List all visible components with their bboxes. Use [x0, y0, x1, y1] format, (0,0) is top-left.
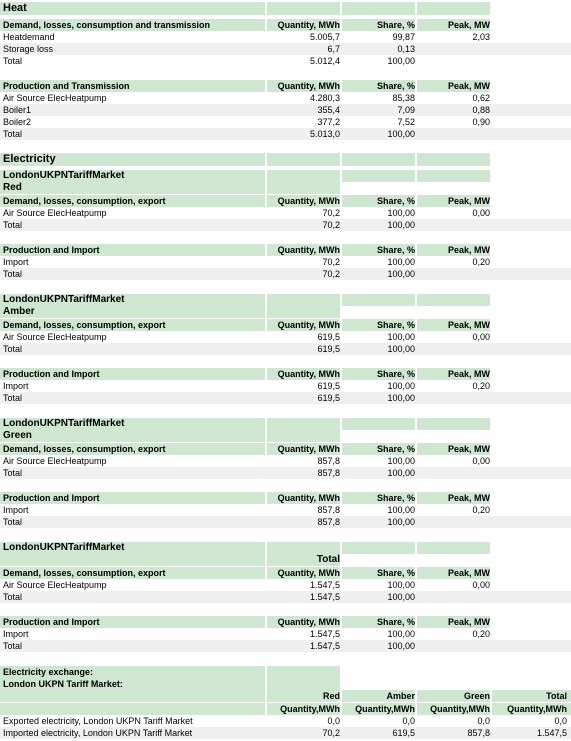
cell-fill	[417, 542, 490, 554]
share-value: 100,00	[387, 641, 415, 651]
column-header: Share, %	[376, 617, 415, 627]
cell-fill	[342, 294, 415, 306]
cell-fill	[342, 153, 415, 166]
column-header: Quantity, MWh	[277, 196, 340, 206]
row-label: Total	[3, 129, 23, 139]
row-label: Total	[3, 269, 23, 279]
column-header: Quantity, MWh	[277, 617, 340, 627]
share-value: 99,87	[392, 32, 415, 42]
column-header: Demand, losses, consumption, export	[3, 568, 166, 578]
column-header: Quantity,MWh	[430, 704, 490, 714]
quantity-value: 0,0	[327, 716, 340, 726]
share-value: 100,00	[387, 580, 415, 590]
column-header: Quantity,MWh	[280, 704, 340, 714]
heat-production-header	[0, 80, 571, 92]
column-header: Share, %	[376, 369, 415, 379]
cell-fill	[267, 2, 340, 15]
section-title: Electricity	[3, 153, 56, 165]
cell-fill	[267, 678, 340, 690]
demand-header	[0, 443, 571, 455]
band-header: Green	[463, 691, 490, 701]
production-header	[0, 244, 571, 256]
peak-value	[417, 128, 490, 140]
share-value: 100,00	[387, 332, 415, 342]
peak-value: 2,03	[472, 32, 490, 42]
column-header: Production and Import	[3, 493, 100, 503]
table-row	[0, 343, 571, 355]
band-label	[0, 182, 571, 194]
market-name: LondonUKPNTariffMarket	[3, 170, 125, 181]
cell-fill	[267, 306, 340, 318]
share-value: 100,00	[387, 56, 415, 66]
quantity-value: 619,5	[317, 393, 340, 403]
market-label	[0, 542, 571, 554]
column-header: Quantity, MWh	[277, 369, 340, 379]
column-header: Demand, losses, consumption and transmission	[3, 20, 211, 30]
quantity-value: 857,8	[317, 468, 340, 478]
cell-fill	[267, 666, 340, 678]
share-value: 100,00	[387, 344, 415, 354]
peak-value: 0,20	[472, 629, 490, 639]
cell-fill	[417, 294, 490, 306]
share-value: 100,00	[387, 393, 415, 403]
market-label	[0, 418, 571, 430]
row-label: Air Source ElecHeatpump	[3, 580, 107, 590]
table-row	[0, 380, 571, 392]
column-header: Share, %	[376, 320, 415, 330]
column-header: Peak, MW	[447, 320, 490, 330]
cell-fill	[342, 418, 415, 430]
cell-fill	[417, 2, 490, 15]
tariff-band: Green	[3, 430, 32, 441]
quantity-value: 619,5	[392, 728, 415, 738]
table-row	[0, 92, 571, 104]
share-value: 100,00	[387, 468, 415, 478]
row-label: Storage loss	[3, 44, 54, 54]
row-label: Total	[3, 344, 23, 354]
peak-value	[417, 268, 490, 280]
tariff-band: Total	[316, 554, 340, 565]
column-header: Quantity, MWh	[277, 81, 340, 91]
quantity-value: 70,2	[322, 257, 340, 267]
share-value: 7,09	[397, 105, 415, 115]
cell-fill	[342, 170, 415, 182]
peak-value	[417, 343, 490, 355]
column-header: Quantity, MWh	[277, 444, 340, 454]
share-value: 100,00	[387, 220, 415, 230]
band-label	[0, 430, 571, 442]
cell-fill	[267, 182, 340, 194]
quantity-value: 0,0	[402, 716, 415, 726]
quantity-value: 0,0	[554, 716, 567, 726]
band-label	[0, 554, 571, 566]
column-header: Peak, MW	[447, 617, 490, 627]
cell-fill	[0, 554, 265, 566]
market-name: LondonUKPNTariffMarket	[3, 294, 125, 305]
quantity-value: 857,8	[317, 517, 340, 527]
quantity-value: 1.547,5	[309, 641, 340, 651]
section-title: Heat	[3, 2, 27, 14]
peak-value	[417, 640, 490, 652]
demand-header	[0, 195, 571, 207]
column-header: Peak, MW	[447, 369, 490, 379]
cell-fill	[0, 690, 265, 702]
table-row	[0, 455, 571, 467]
peak-value: 0,20	[472, 505, 490, 515]
share-value: 100,00	[387, 208, 415, 218]
cell-fill	[342, 542, 415, 554]
cell-fill	[267, 430, 340, 442]
quantity-value: 70,2	[322, 208, 340, 218]
exchange-row	[0, 727, 571, 739]
column-header: Share, %	[376, 444, 415, 454]
band-header: Red	[322, 691, 340, 701]
table-row	[0, 55, 571, 67]
cell-fill	[417, 170, 490, 182]
row-label: Total	[3, 468, 23, 478]
row-label: Import	[3, 505, 29, 515]
electricity-title	[0, 153, 571, 166]
production-header	[0, 616, 571, 628]
table-row	[0, 268, 571, 280]
quantity-value: 70,2	[322, 220, 340, 230]
row-label: Heatdemand	[3, 32, 55, 42]
column-header: Quantity, MWh	[277, 20, 340, 30]
row-label: Boiler2	[3, 117, 32, 127]
table-row	[0, 116, 571, 128]
share-value: 100,00	[387, 456, 415, 466]
quantity-value: 70,2	[322, 269, 340, 279]
quantity-value: 70,2	[322, 728, 340, 738]
table-row	[0, 331, 571, 343]
cell-fill	[267, 153, 340, 166]
heat-demand-header	[0, 19, 571, 31]
row-label: Exported electricity, London UKPN Tariff Market	[3, 716, 193, 726]
quantity-value: 1.547,5	[536, 728, 567, 738]
row-label: Air Source ElecHeatpump	[3, 208, 107, 218]
quantity-value: 0,0	[477, 716, 490, 726]
table-row	[0, 104, 571, 116]
quantity-value: 619,5	[317, 344, 340, 354]
column-header: Quantity, MWh	[277, 245, 340, 255]
table-row	[0, 640, 571, 652]
tariff-band: Red	[3, 182, 22, 193]
share-value: 100,00	[387, 505, 415, 515]
table-row	[0, 579, 571, 591]
share-value: 100,00	[387, 517, 415, 527]
column-header: Share, %	[376, 245, 415, 255]
column-header: Production and Import	[3, 245, 100, 255]
row-label: Total	[3, 641, 23, 651]
quantity-value: 6,7	[327, 44, 340, 54]
row-label: Air Source ElecHeatpump	[3, 332, 107, 342]
row-label: Total	[3, 517, 23, 527]
peak-value: 0,20	[472, 381, 490, 391]
quantity-value: 1.547,5	[309, 592, 340, 602]
table-row	[0, 504, 571, 516]
share-value: 100,00	[387, 592, 415, 602]
exchange-qty-header	[0, 703, 571, 715]
column-header: Demand, losses, consumption, export	[3, 444, 166, 454]
table-row	[0, 207, 571, 219]
market-name: LondonUKPNTariffMarket	[3, 542, 125, 553]
row-label: Total	[3, 592, 23, 602]
row-label: Import	[3, 257, 29, 267]
exchange-title: Electricity exchange:	[3, 667, 94, 677]
column-header: Production and Transmission	[3, 81, 130, 91]
cell-fill	[267, 170, 340, 182]
share-value: 100,00	[387, 381, 415, 391]
quantity-value: 857,8	[317, 505, 340, 515]
table-row	[0, 43, 571, 55]
table-row	[0, 128, 571, 140]
production-header	[0, 492, 571, 504]
row-label: Total	[3, 56, 23, 66]
column-header: Peak, MW	[447, 245, 490, 255]
share-value: 100,00	[387, 257, 415, 267]
quantity-value: 619,5	[317, 332, 340, 342]
quantity-value: 4.280,3	[309, 93, 340, 103]
heat-title	[0, 2, 571, 15]
quantity-value: 355,4	[317, 105, 340, 115]
peak-value	[417, 219, 490, 231]
row-label: Total	[3, 220, 23, 230]
column-header: Share, %	[376, 196, 415, 206]
band-label	[0, 306, 571, 318]
column-header: Quantity,MWh	[355, 704, 415, 714]
table-row	[0, 219, 571, 231]
peak-value: 0,20	[472, 257, 490, 267]
quantity-value: 1.547,5	[309, 580, 340, 590]
column-header: Demand, losses, consumption, export	[3, 196, 166, 206]
tariff-band: Amber	[3, 306, 35, 317]
share-value: 100,00	[387, 269, 415, 279]
cell-fill	[267, 418, 340, 430]
peak-value	[417, 43, 490, 55]
exchange-row	[0, 715, 571, 727]
column-header: Quantity, MWh	[277, 568, 340, 578]
quantity-value: 5.005,7	[309, 32, 340, 42]
table-row	[0, 31, 571, 43]
column-header: Peak, MW	[447, 444, 490, 454]
peak-value	[417, 516, 490, 528]
quantity-value: 377,2	[317, 117, 340, 127]
cell-fill	[417, 153, 490, 166]
band-header: Amber	[386, 691, 415, 701]
row-label: Boiler1	[3, 105, 32, 115]
column-header: Peak, MW	[447, 196, 490, 206]
table-row	[0, 256, 571, 268]
share-value: 85,38	[392, 93, 415, 103]
peak-value: 0,90	[472, 117, 490, 127]
cell-fill	[267, 542, 340, 554]
market-label	[0, 170, 571, 182]
market-label	[0, 294, 571, 306]
peak-value: 0,62	[472, 93, 490, 103]
peak-value	[417, 591, 490, 603]
share-value: 7,52	[397, 117, 415, 127]
share-value: 100,00	[387, 129, 415, 139]
market-name: LondonUKPNTariffMarket	[3, 418, 125, 429]
peak-value	[417, 392, 490, 404]
column-header: Peak, MW	[447, 568, 490, 578]
quantity-value: 1.547,5	[309, 629, 340, 639]
band-header: Total	[546, 691, 567, 701]
column-header: Share, %	[376, 20, 415, 30]
share-value: 0,13	[397, 44, 415, 54]
peak-value: 0,88	[472, 105, 490, 115]
column-header: Share, %	[376, 493, 415, 503]
column-header: Quantity,MWh	[507, 704, 567, 714]
exchange-subtitle: London UKPN Tariff Market:	[3, 679, 123, 689]
column-header: Quantity, MWh	[277, 320, 340, 330]
row-label: Import	[3, 381, 29, 391]
column-header: Share, %	[376, 568, 415, 578]
cell-fill	[417, 418, 490, 430]
share-value: 100,00	[387, 629, 415, 639]
exchange-subtitle	[0, 678, 571, 690]
column-header: Share, %	[376, 81, 415, 91]
quantity-value: 5.012,4	[309, 56, 340, 66]
quantity-value: 5.013,0	[309, 129, 340, 139]
table-row	[0, 516, 571, 528]
exchange-title	[0, 666, 571, 678]
column-header: Production and Import	[3, 369, 100, 379]
cell-fill	[342, 2, 415, 15]
cell-fill	[0, 703, 265, 715]
column-header: Demand, losses, consumption, export	[3, 320, 166, 330]
peak-value: 0,00	[472, 208, 490, 218]
quantity-value: 857,8	[317, 456, 340, 466]
cell-fill	[267, 294, 340, 306]
demand-header	[0, 567, 571, 579]
peak-value: 0,00	[472, 456, 490, 466]
row-label: Imported electricity, London UKPN Tariff Market	[3, 728, 193, 738]
table-row	[0, 628, 571, 640]
demand-header	[0, 319, 571, 331]
table-row	[0, 467, 571, 479]
peak-value: 0,00	[472, 332, 490, 342]
table-row	[0, 591, 571, 603]
peak-value	[417, 55, 490, 67]
peak-value	[417, 467, 490, 479]
row-label: Air Source ElecHeatpump	[3, 456, 107, 466]
peak-value: 0,00	[472, 580, 490, 590]
table-row	[0, 392, 571, 404]
column-header: Peak, MW	[447, 493, 490, 503]
quantity-value: 619,5	[317, 381, 340, 391]
column-header: Peak, MW	[447, 20, 490, 30]
row-label: Import	[3, 629, 29, 639]
column-header: Production and Import	[3, 617, 100, 627]
row-label: Total	[3, 393, 23, 403]
production-header	[0, 368, 571, 380]
row-label: Air Source ElecHeatpump	[3, 93, 107, 103]
column-header: Peak, MW	[447, 81, 490, 91]
column-header: Quantity, MWh	[277, 493, 340, 503]
quantity-value: 857,8	[467, 728, 490, 738]
exchange-band-header	[0, 690, 571, 702]
